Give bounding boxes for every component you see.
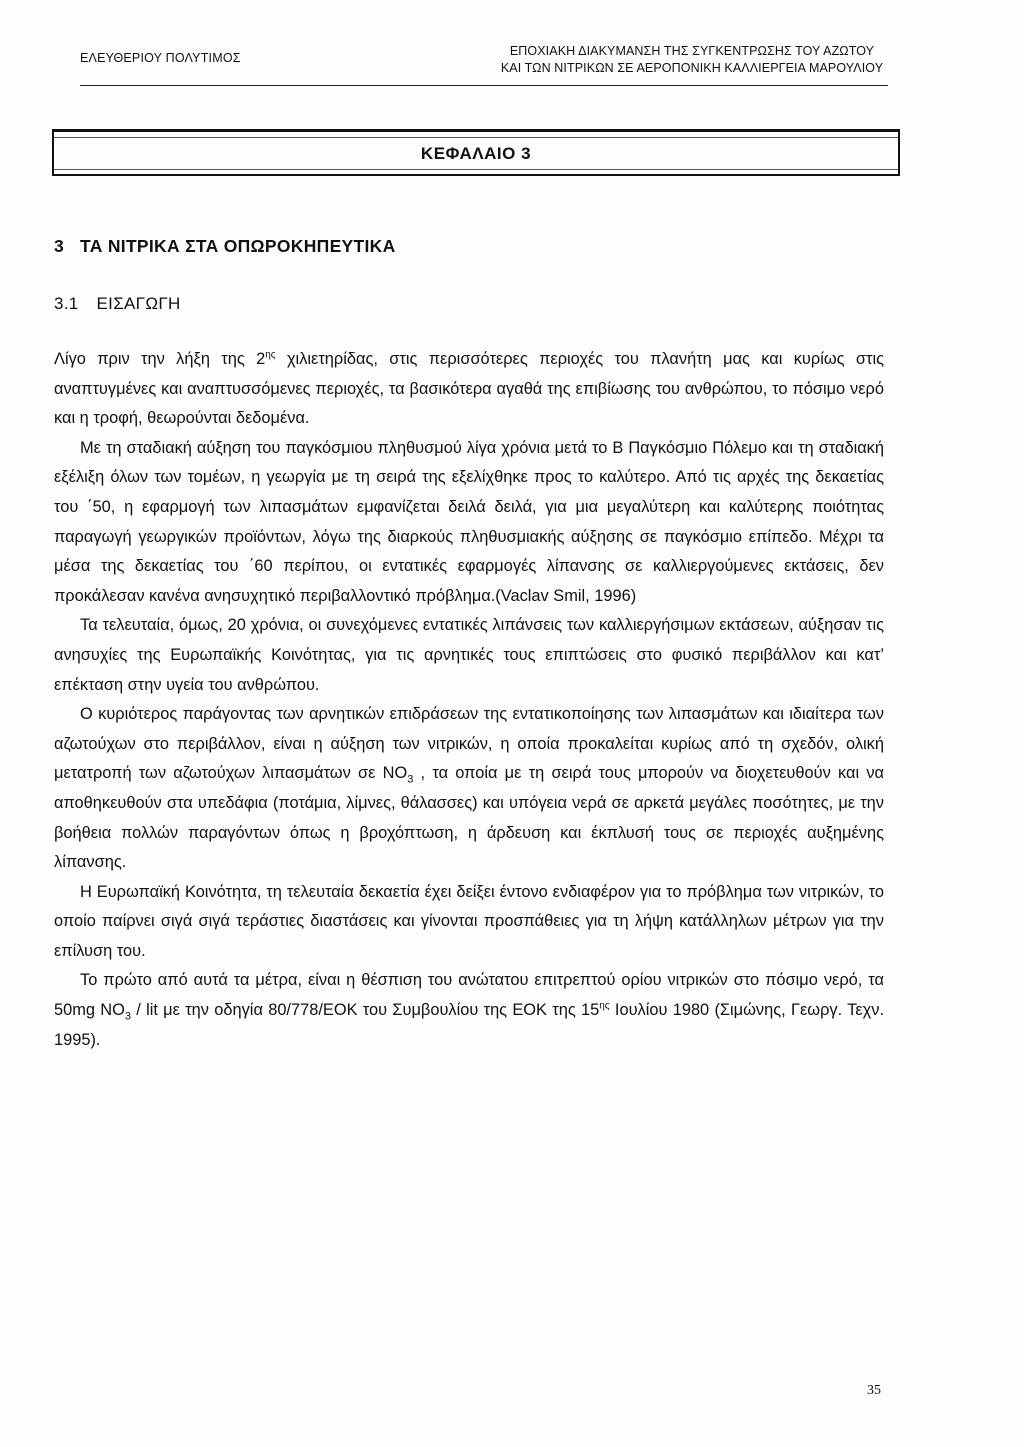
paragraph-6-superscript: ης: [599, 1000, 610, 1012]
chapter-banner-bottom-rule: [54, 169, 898, 170]
section-number: 3: [54, 236, 65, 256]
paragraph-6-subscript: 3: [124, 1010, 131, 1023]
header-title: [482, 43, 902, 77]
chapter-banner: [52, 129, 900, 176]
paragraph-5: Η Ευρωπαϊκή Κοινότητα, τη τελευταία δεκαετία έχει δείξει έντονο ενδιαφέρον για το πρόβλημα των νιτρικών, το οποίο παίρνει σιγά σιγά τεράστιες διαστάσεις και γίνονται προσπάθειες για τη λήψη κατάλληλων μέτρων για την επίλυση του.: [54, 882, 884, 960]
subsection-number: 3.1: [54, 294, 79, 313]
paragraph-1: [54, 345, 884, 434]
section-title: ΤΑ ΝΙΤΡΙΚΑ ΣΤΑ ΟΠΩΡΟΚΗΠΕΥΤΙΚΑ: [80, 236, 396, 256]
header-title-line2: ΚΑΙ ΤΩΝ ΝΙΤΡΙΚΩΝ ΣΕ ΑΕΡΟΠΟΝΙΚΗ ΚΑΛΛΙΕΡΓΕΙΑ ΜΑΡΟΥΛΙΟΥ: [500, 61, 884, 75]
chapter-banner-top-rule: [54, 137, 898, 138]
section-heading: [54, 236, 396, 257]
paragraph-6-text-b: / lit με την οδηγία 80/778/ΕΟΚ του Συμβουλίου της ΕΟΚ της 15: [130, 1001, 600, 1020]
paragraph-4-text-a: Ο κυριότερος παράγοντας των αρνητικών επιδράσεων της εντατικοποίησης των λιπασμάτων και ιδιαίτερα των αζωτούχων στο περιβάλλον, είναι η αύξηση των νιτρικών, η οποία προκαλείται κυρίως από τη σχεδόν, ολική μετατροπή των αζωτούχων λιπασμάτων σε NO: [54, 705, 884, 783]
paragraph-6-text-c: Ιουλίου 1980 (Σιμώνης, Γεωργ. Τεχν. 1995).: [54, 1001, 885, 1049]
subsection-heading: [54, 294, 181, 314]
header-author: ΕΛΕΥΘΕΡΙΟΥ ΠΟΛΥΤΙΜΟΣ: [80, 51, 241, 65]
paragraph-4: [54, 700, 884, 878]
paragraph-1-text-a: Λίγο πριν την λήξη της 2: [54, 350, 266, 368]
subsection-title: ΕΙΣΑΓΩΓΗ: [96, 294, 181, 313]
paragraph-1-superscript: ης: [265, 349, 276, 361]
header-divider: [80, 85, 888, 86]
paragraph-1-text-b: χιλιετηρίδας, στις περισσότερες περιοχές του πλανήτη μας και κυρίως στις αναπτυγμένες και αναπτυσσόμενες περιοχές, τα βασικότερα αγαθά της επιβίωσης του ανθρώπου, το πόσιμο νερό και η τροφή, θεωρούνται δεδομένα.: [54, 350, 885, 428]
chapter-title: ΚΕΦΑΛΑΙΟ 3: [420, 144, 532, 163]
header-title-line1: ΕΠΟΧΙΑΚΗ ΔΙΑΚΥΜΑΝΣΗ ΤΗΣ ΣΥΓΚΕΝΤΡΩΣΗΣ ΤΟΥ ΑΖΩΤΟΥ: [509, 44, 875, 58]
paragraph-4-text-b: , τα οποία με τη σειρά τους μπορούν να διοχετευθούν και να αποθηκευθούν στα υπεδάφια (ποτάμια, λίμνες, θάλασσες) και υπόγεια νερά σε αρκετά μεγάλες ποσότητες, με την βοήθεια πολλών παραγόντων όπως η βροχόπτωση, η άρδευση και έκπλυσή τους σε περιοχές αυξημένης λίπανσης.: [54, 764, 884, 872]
paragraph-4-subscript: 3: [407, 773, 414, 786]
page-number: 35: [867, 1383, 881, 1398]
body-text: [54, 345, 884, 1055]
paragraph-2: Με τη σταδιακή αύξηση του παγκόσμιου πληθυσμού λίγα χρόνια μετά το Β Παγκόσμιο Πόλεμο και τη σταδιακή εξέλιξη όλων των τομέων, η γεωργία με τη σειρά της εξελίχθηκε προς το καλύτερο. Από τις αρχές της δεκαετίας του ΄50, η εφαρμογή των λιπασμάτων εμφανίζεται δειλά δειλά, για μια μεγαλύτερη και καλύτερης ποιότητας παραγωγή γεωργικών προϊόντων, λόγω της διαρκούς πληθυσμιακής αύξησης σε παγκόσμιο επίπεδο. Μέχρι τα μέσα της δεκαετίας του ΄60 περίπου, οι εντατικές εφαρμογές λίπανσης σε καλλιεργούμενες εκτάσεις, δεν προκάλεσαν κανένα ανησυχητικό περιβαλλοντικό πρόβλημα.(Vaclav Smil, 1996): [54, 438, 884, 605]
paragraph-6-text-a: Το πρώτο από αυτά τα μέτρα, είναι η θέσπιση του ανώτατου επιτρεπτού ορίου νιτρικών στο πόσιμο νερό, τα 50mg NO: [54, 971, 884, 1020]
paragraph-3: Τα τελευταία, όμως, 20 χρόνια, οι συνεχόμενες εντατικές λιπάνσεις των καλλιεργήσιμων εκτάσεων, αύξησαν τις ανησυχίες της Ευρωπαϊκής Κοινότητας, για τις αρνητικές τους επιπτώσεις στο φυσικό περιβάλλον και κατ’ επέκταση στην υγεία του ανθρώπου.: [54, 616, 884, 694]
paragraph-6: [54, 966, 884, 1055]
